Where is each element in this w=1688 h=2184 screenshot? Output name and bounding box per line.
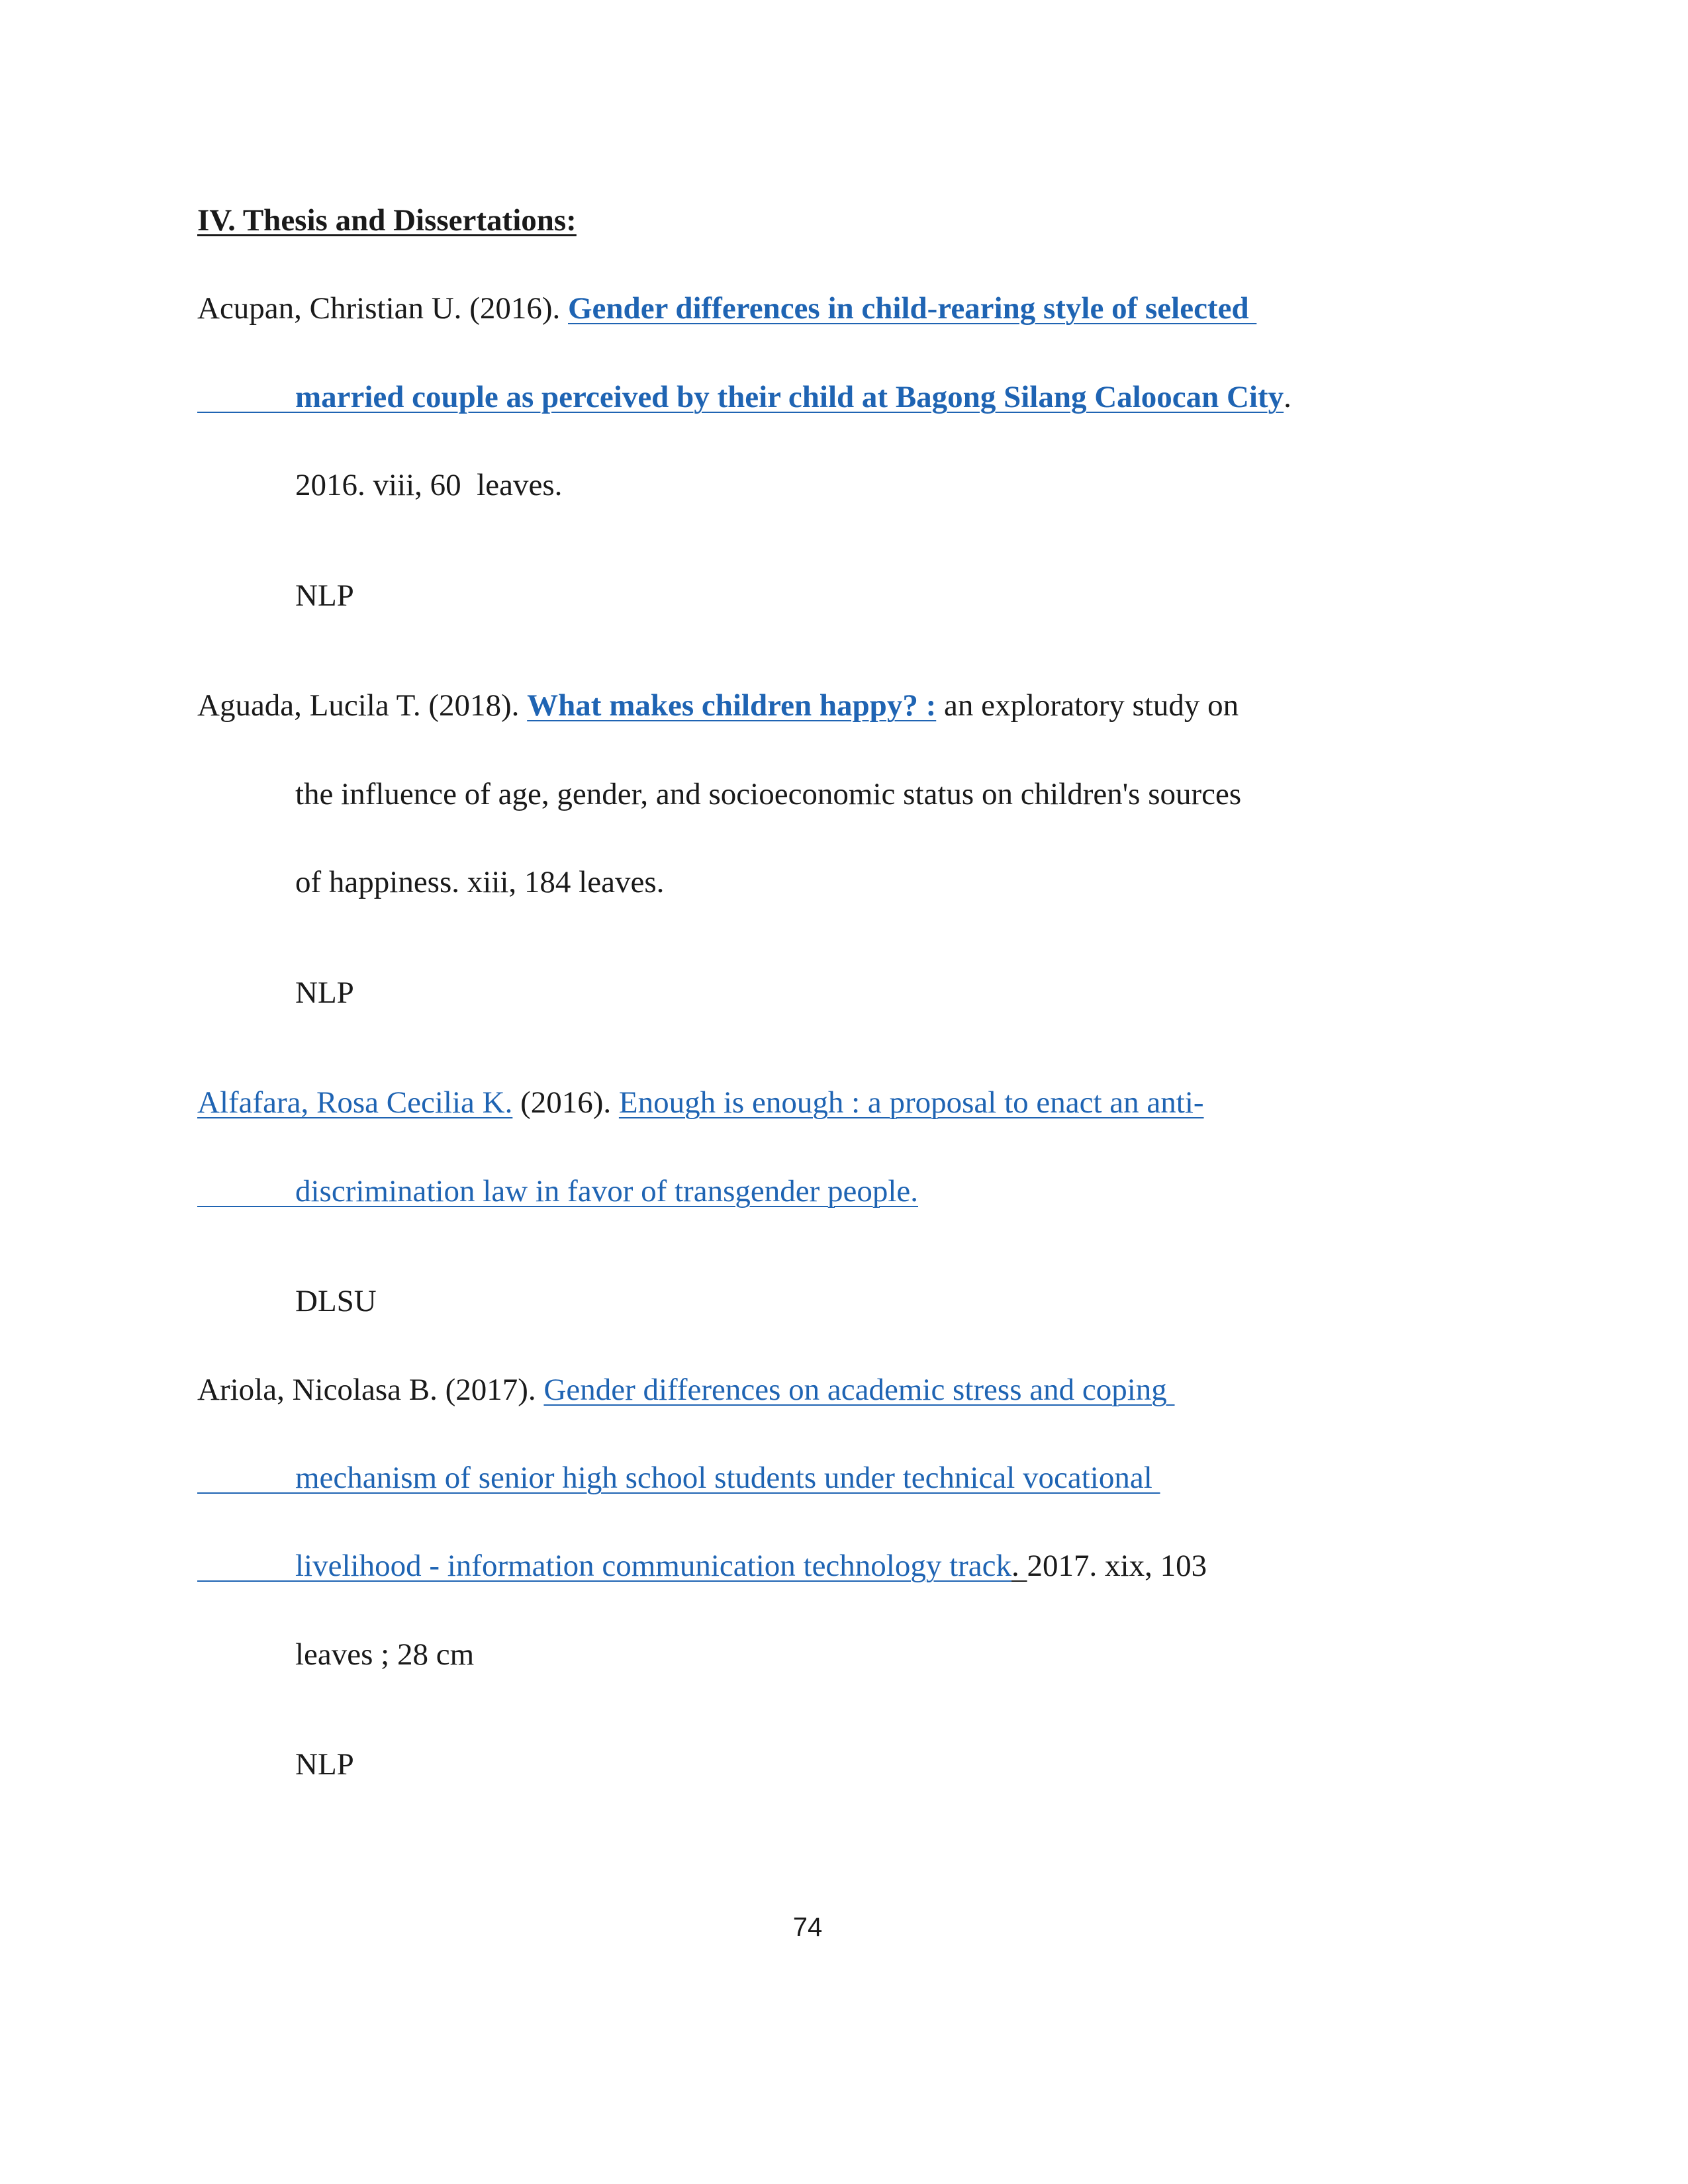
entry-author: Ariola, Nicolasa B. — [197, 1373, 438, 1407]
entry-year: (2016). — [461, 291, 568, 326]
entry-title-link-cont[interactable]: mechanism of senior high school students under technical vocational — [295, 1461, 1160, 1495]
entry-title-link[interactable]: Gender differences on academic stress and coping — [543, 1373, 1175, 1407]
entry-ariola-line2 — [197, 1463, 1160, 1494]
entry-alfafara-line2 — [197, 1176, 918, 1207]
entry-year: (2016). — [512, 1085, 619, 1120]
entry-details: of happiness. xiii, 184 leaves. — [295, 865, 665, 899]
entry-punctuation: . — [1011, 1549, 1027, 1583]
entry-year: (2017). — [437, 1373, 544, 1407]
entry-author: Aguada, Lucila T. — [197, 688, 421, 723]
entry-subtitle-cont: the influence of age, gender, and socioeconomic status on children's sources — [295, 777, 1242, 811]
entry-library: NLP — [295, 1747, 354, 1782]
entry-year: (2018). — [420, 688, 528, 723]
page-number: 74 — [792, 1913, 823, 1942]
entry-title-link-cont[interactable]: livelihood - information communication technology track — [295, 1549, 1012, 1583]
indent-underline — [197, 410, 295, 413]
entry-aguada-line1 — [197, 690, 1239, 721]
entry-punctuation: . — [1284, 380, 1291, 414]
entry-title-link[interactable]: What makes children happy? : — [527, 688, 937, 723]
entry-acupan-line2 — [197, 382, 1291, 413]
section-heading: IV. Thesis and Dissertations: — [197, 203, 577, 238]
indent-underline — [197, 1491, 295, 1494]
entry-title-link-cont[interactable]: discrimination law in favor of transgender people. — [295, 1174, 919, 1208]
entry-details-cont: leaves ; 28 cm — [295, 1637, 475, 1672]
entry-author: Acupan, Christian U. — [197, 291, 462, 326]
entry-title-link[interactable]: Enough is enough : a proposal to enact an anti- — [618, 1085, 1204, 1120]
entry-ariola-line1 — [197, 1375, 1175, 1406]
entry-acupan-line1 — [197, 293, 1256, 324]
entry-title-link-cont[interactable]: married couple as perceived by their child at Bagong Silang Caloocan City — [295, 380, 1284, 414]
indent-underline — [197, 1205, 295, 1207]
indent-underline — [197, 1579, 295, 1582]
entry-details: 2017. xix, 103 — [1027, 1549, 1207, 1583]
entry-library: NLP — [295, 976, 354, 1010]
entry-library: DLSU — [295, 1284, 377, 1318]
entry-ariola-line3 — [197, 1551, 1207, 1582]
entry-subtitle: an exploratory study on — [936, 688, 1239, 723]
entry-details: 2016. viii, 60 leaves. — [295, 468, 563, 502]
entry-alfafara-line1 — [197, 1087, 1204, 1118]
entry-library: NLP — [295, 578, 354, 613]
entry-title-link[interactable]: Gender differences in child-rearing style of selected — [568, 291, 1257, 326]
entry-author-link[interactable]: Alfafara, Rosa Cecilia K. — [197, 1085, 513, 1120]
